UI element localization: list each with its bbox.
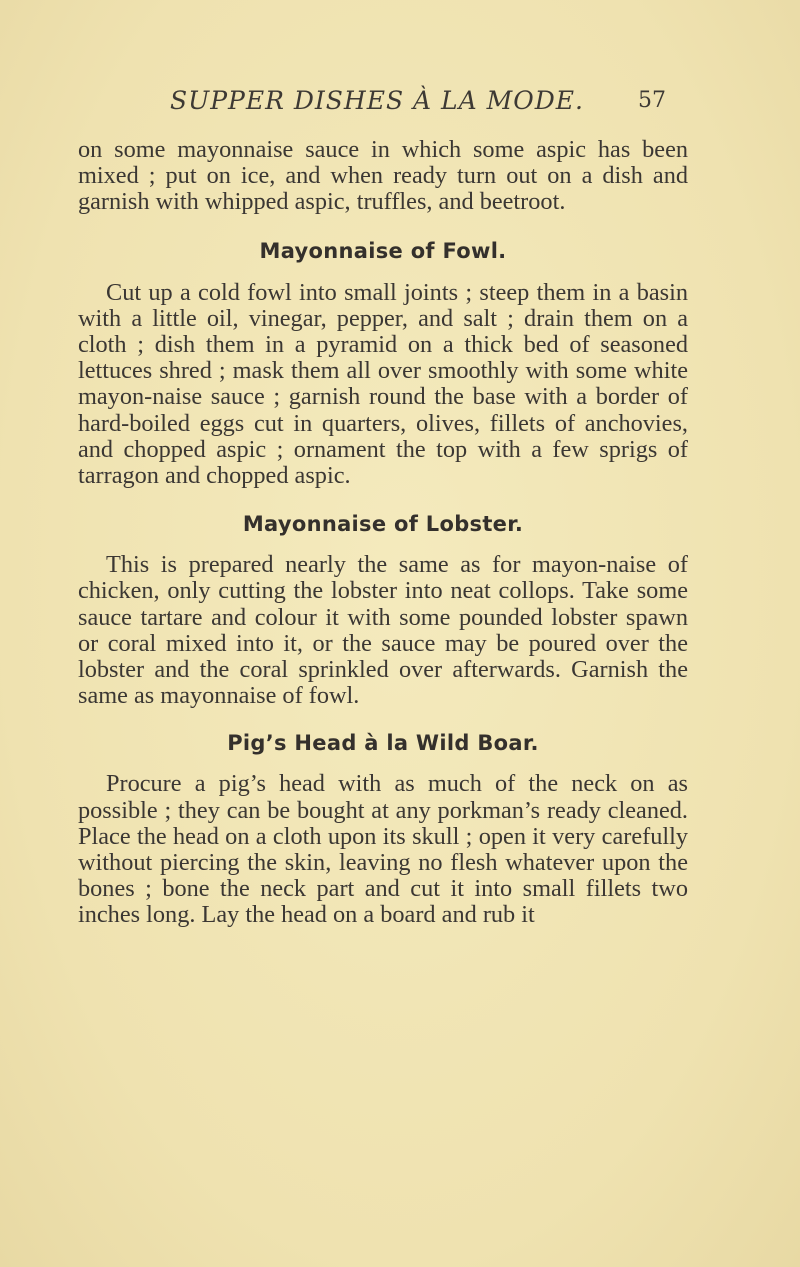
- section-heading-fowl: Mayonnaise of Fowl.: [259, 238, 507, 263]
- running-title: SUPPER DISHES À LA MODE.: [170, 86, 584, 115]
- page-number: 57: [638, 88, 666, 113]
- section-heading-lobster: Mayonnaise of Lobster.: [242, 512, 524, 537]
- section-text-lobster: This is prepared nearly the same as for mayon-naise of chicken, only cutting the lobster into neat collops. Take some sauce tartare and colour it with some pounded lobster spawn or coral mixed into it, or the sauce may be poured over the lobster and the coral sprinkled over afterwards. Garnish the same as mayonnaise of fowl.: [78, 551, 688, 710]
- page-header: [0, 86, 800, 120]
- section-text-fowl: Cut up a cold fowl into small joints ; steep them in a basin with a little oil, vinegar, pepper, and salt ; drain them on a cloth ; dish them in a pyramid on a thick bed of seasoned lettuces shred ; mask them all over smoothly with some white mayon-naise sauce ; garnish round the base with a border of hard-boiled eggs cut in quarters, olives, fillets of anchovies, and chopped aspic ; ornament the top with a few sprigs of tarragon and chopped aspic.: [78, 278, 688, 490]
- page-body: [78, 137, 688, 929]
- intro-paragraph: on some mayonnaise sauce in which some aspic has been mixed ; put on ice, and when ready turn out on a dish and garnish with whipped aspic, truffles, and beetroot.: [78, 136, 688, 216]
- section-heading-pigs-head: Pig’s Head à la Wild Boar.: [227, 731, 539, 756]
- section-text-pigs-head: Procure a pig’s head with as much of the neck on as possible ; they can be bought at any porkman’s ready cleaned. Place the head on a cloth upon its skull ; open it very carefully without piercing the skin, leaving no flesh whatever upon the bones ; bone the neck part and cut it into small fillets two inches long. Lay the head on a board and rub it: [78, 770, 688, 929]
